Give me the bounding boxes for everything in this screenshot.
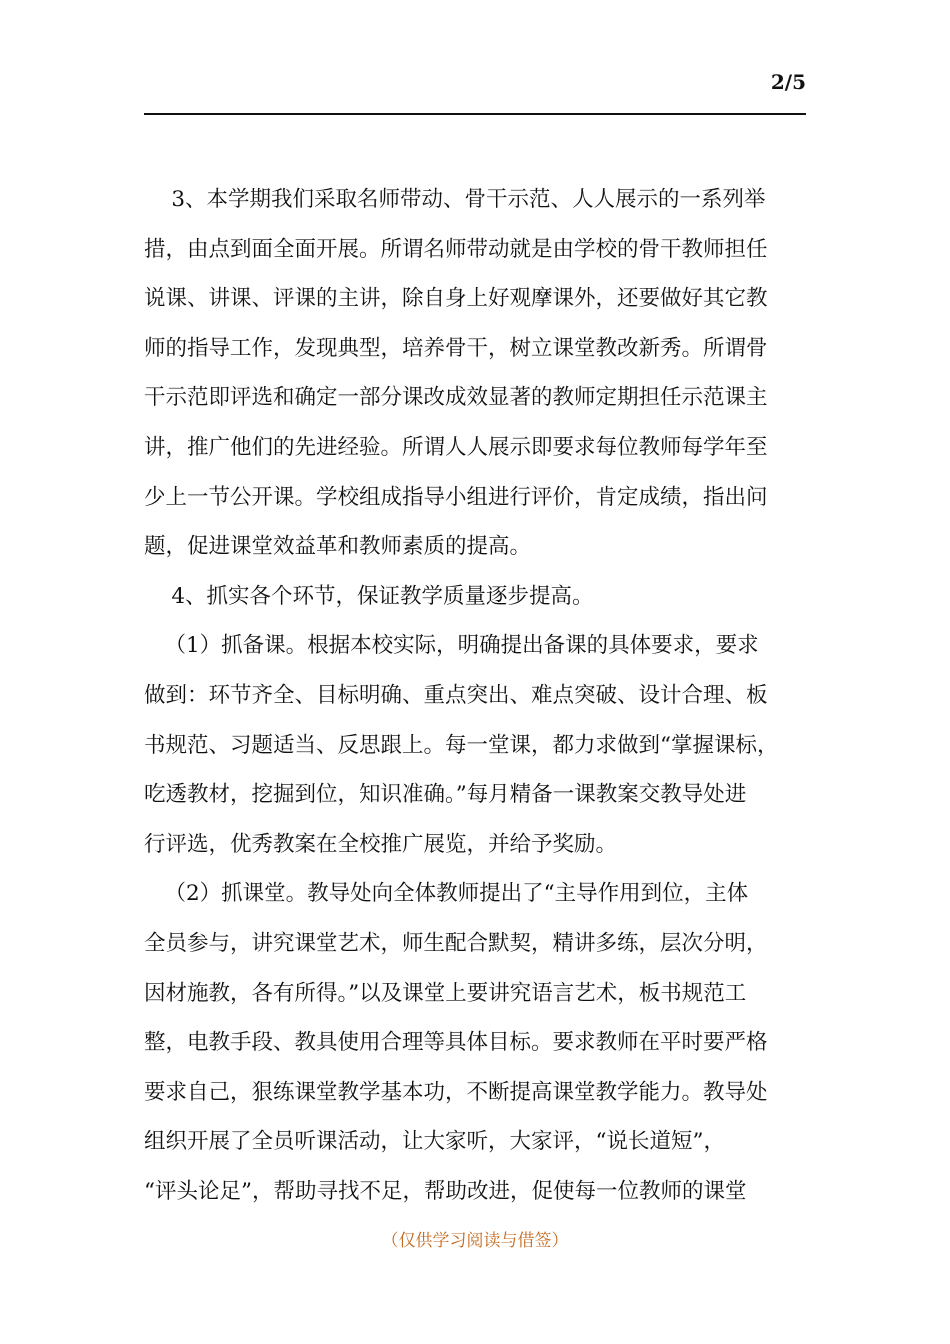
page-number: 2/5 — [770, 70, 806, 94]
text-line: 做到：环节齐全、目标明确、重点突出、难点突破、设计合理、板 — [144, 682, 768, 708]
text-line: 全员参与，讲究课堂艺术，师生配合默契，精讲多练，层次分明， — [144, 930, 768, 956]
text-line: “评头论足”，帮助寻找不足，帮助改进，促使每一位教师的课堂 — [144, 1178, 747, 1204]
text-line: 题，促进课堂效益革和教师素质的提高。 — [144, 534, 532, 560]
text-line: 要求自己，狠练课堂教学基本功，不断提高课堂教学能力。教导处 — [144, 1079, 768, 1105]
text-line: 整，电教手段、教具使用合理等具体目标。要求教师在平时要严格 — [144, 1030, 768, 1056]
text-line: 3、本学期我们采取名师带动、骨干示范、人人展示的一系列举 — [144, 187, 766, 212]
text-line: 少上一节公开课。学校组成指导小组进行评价，肯定成绩，指出问 — [144, 484, 768, 510]
text-line: 讲，推广他们的先进经验。所谓人人展示即要求每位教师每学年至 — [144, 434, 768, 460]
text-line: 因材施教，各有所得。”以及课堂上要讲究语言艺术，板书规范工 — [144, 980, 747, 1006]
text-line: （1）抓备课。根据本校实际，明确提出备课的具体要求，要求 — [144, 633, 759, 659]
text-line: 书规范、习题适当、反思跟上。每一堂课，都力求做到“掌握课标， — [144, 732, 779, 758]
text-line: 组织开展了全员听课活动，让大家听，大家评，“说长道短”， — [144, 1129, 725, 1155]
text-line: 行评选，优秀教案在全校推广展览，并给予奖励。 — [144, 831, 618, 857]
body-text — [144, 175, 812, 1216]
text-line: 吃透教材，挖掘到位，知识准确。”每月精备一课教案交教导处进 — [144, 782, 747, 808]
text-line: 4、抓实各个环节，保证教学质量逐步提高。 — [144, 583, 594, 609]
footer-note: （仅供学习阅读与借签） — [381, 1231, 569, 1251]
text-line: 干示范即评选和确定一部分课改成效显著的教师定期担任示范课主 — [144, 385, 768, 411]
text-line: 措，由点到面全面开展。所谓名师带动就是由学校的骨干教师担任 — [144, 236, 768, 262]
text-line: 说课、讲课、评课的主讲，除自身上好观摩课外，还要做好其它教 — [144, 286, 768, 312]
text-line: 师的指导工作，发现典型，培养骨干，树立课堂教改新秀。所谓骨 — [144, 335, 768, 361]
text-line: （2）抓课堂。教导处向全体教师提出了“主导作用到位，主体 — [144, 881, 749, 907]
header-rule — [144, 113, 806, 115]
